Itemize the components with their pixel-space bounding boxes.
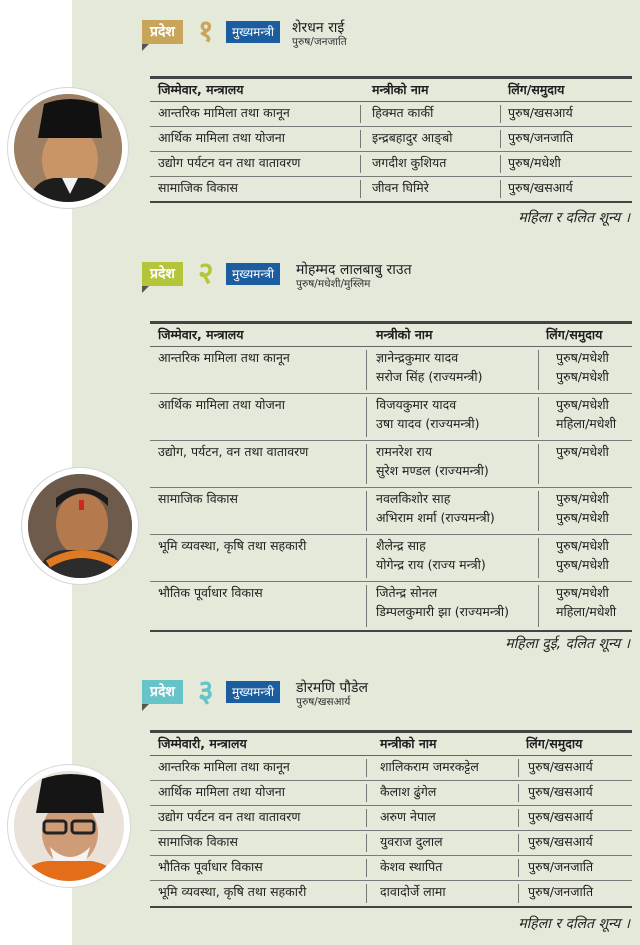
chief-minister-portrait	[8, 765, 130, 887]
table-row	[150, 806, 632, 831]
province-3-table	[150, 730, 632, 908]
minister-cell: हिक्मत कार्की	[372, 105, 434, 120]
minister-cell: जितेन्द्र सोनल	[376, 585, 438, 600]
gender-cell: पुरुष/मधेशी	[556, 510, 609, 525]
minister-cell: उषा यादव (राज्यमन्त्री)	[376, 416, 480, 431]
gender-cell: पुरुष/मधेशी	[556, 557, 609, 572]
minister-cell: इन्द्रबहादुर आङ्बो	[372, 130, 453, 145]
gender-cell: पुरुष/मधेशी	[556, 369, 609, 384]
gender-cell: महिला/मधेशी	[556, 604, 617, 619]
table-row	[150, 856, 632, 881]
minister-cell: रामनरेश राय	[376, 444, 432, 459]
ministry-cell: आर्थिक मामिला तथा योजना	[158, 397, 285, 412]
province-label: प्रदेश	[142, 680, 183, 704]
ministry-cell: आन्तरिक मामिला तथा कानून	[158, 759, 290, 774]
minister-cell: जगदीश कुशियत	[372, 155, 447, 170]
gender-cell: पुरुष/मधेशी	[508, 155, 561, 170]
table-row	[150, 152, 632, 177]
header-ministry: जिम्मेवार, मन्त्रालय	[158, 82, 244, 97]
table-header	[150, 730, 632, 756]
ministry-cell: भूमि व्यवस्था, कृषि तथा सहकारी	[158, 884, 307, 899]
table-row	[150, 347, 632, 394]
table-header	[150, 76, 632, 102]
gender-cell: पुरुष/खसआर्य	[528, 809, 593, 824]
minister-cell: अभिराम शर्मा (राज्यमन्त्री)	[376, 510, 495, 525]
gender-cell: पुरुष/खसआर्य	[528, 834, 593, 849]
minister-cell: जीवन घिमिरे	[372, 180, 429, 195]
minister-cell: योगेन्द्र राय (राज्य मन्त्री)	[376, 557, 486, 572]
chief-minister-category: पुरुष/मधेशी/मुस्लिम	[296, 278, 371, 290]
minister-cell: कैलाश ढुंगेल	[380, 784, 437, 799]
minister-cell: दावादोर्जे लामा	[380, 884, 446, 899]
minister-cell: ज्ञानेन्द्रकुमार यादव	[376, 350, 459, 365]
gender-cell: पुरुष/मधेशी	[556, 444, 609, 459]
province-2-table	[150, 321, 632, 632]
minister-cell: डिम्पलकुमारी झा (राज्यमन्त्री)	[376, 604, 509, 619]
table-row	[150, 441, 632, 488]
header-gender-community: लिंग/समुदाय	[508, 82, 565, 97]
portrait-image	[28, 474, 132, 578]
table-row	[150, 582, 632, 632]
table-row	[150, 781, 632, 806]
table-row	[150, 127, 632, 152]
table-row	[150, 102, 632, 127]
gender-cell: पुरुष/जनजाति	[528, 884, 594, 899]
table-row	[150, 488, 632, 535]
chief-minister-name: शेरधन राई	[292, 20, 345, 36]
table-row	[150, 535, 632, 582]
minister-cell: शालिकराम जमरकट्टेल	[380, 759, 479, 774]
table-row	[150, 756, 632, 781]
portrait-image	[14, 94, 122, 202]
minister-cell: केशव स्थापित	[380, 859, 443, 874]
table-row	[150, 881, 632, 908]
chief-minister-name: डोरमणि पौडेल	[296, 680, 368, 696]
gender-cell: पुरुष/जनजाति	[528, 859, 594, 874]
ministry-cell: उद्योग, पर्यटन, वन तथा वातावरण	[158, 444, 309, 459]
ministry-cell: आर्थिक मामिला तथा योजना	[158, 784, 285, 799]
ministry-cell: भूमि व्यवस्था, कृषि तथा सहकारी	[158, 538, 307, 553]
minister-cell: सुरेश मण्डल (राज्यमन्त्री)	[376, 463, 489, 478]
province-label: प्रदेश	[142, 20, 183, 44]
chief-minister-name: मोहम्मद लालबाबु राउत	[296, 262, 412, 278]
province-number: २	[198, 256, 214, 291]
gender-cell: पुरुष/जनजाति	[508, 130, 574, 145]
gender-cell: पुरुष/खसआर्य	[528, 784, 593, 799]
header-ministry: जिम्मेवारी, मन्त्रालय	[158, 736, 247, 751]
header-minister-name: मन्त्रीको नाम	[372, 82, 429, 97]
header-minister-name: मन्त्रीको नाम	[376, 327, 433, 342]
header-ministry: जिम्मेवार, मन्त्रालय	[158, 327, 244, 342]
minister-cell: नवलकिशोर साह	[376, 491, 451, 506]
chief-minister-category: पुरुष/खसआर्य	[296, 696, 351, 708]
table-header	[150, 321, 632, 347]
chief-minister-badge: मुख्यमन्त्री	[226, 263, 280, 285]
gender-cell: पुरुष/खसआर्य	[508, 105, 573, 120]
ministry-cell: भौतिक पूर्वाधार विकास	[158, 859, 263, 874]
ministry-cell: सामाजिक विकास	[158, 834, 238, 849]
minister-cell: अरुण नेपाल	[380, 809, 436, 824]
representation-note: महिला दुई, दलित शून्य ।	[505, 636, 630, 652]
ministry-cell: आन्तरिक मामिला तथा कानून	[158, 350, 290, 365]
header-minister-name: मन्त्रीको नाम	[380, 736, 437, 751]
chief-minister-category: पुरुष/जनजाति	[292, 36, 347, 48]
province-label: प्रदेश	[142, 262, 183, 286]
gender-cell: पुरुष/खसआर्य	[508, 180, 573, 195]
province-number: १	[198, 14, 214, 49]
ministry-cell: उद्योग पर्यटन वन तथा वातावरण	[158, 155, 301, 170]
table-row	[150, 831, 632, 856]
gender-cell: पुरुष/मधेशी	[556, 350, 609, 365]
representation-note: महिला र दलित शून्य ।	[518, 210, 630, 226]
representation-note: महिला र दलित शून्य ।	[518, 916, 630, 932]
ministry-cell: आन्तरिक मामिला तथा कानून	[158, 105, 290, 120]
gender-cell: पुरुष/मधेशी	[556, 397, 609, 412]
chief-minister-portrait	[8, 88, 128, 208]
header-gender-community: लिंग/समुदाय	[526, 736, 583, 751]
gender-cell: पुरुष/खसआर्य	[528, 759, 593, 774]
province-number: ३	[198, 674, 214, 709]
table-row	[150, 394, 632, 441]
minister-cell: युवराज दुलाल	[380, 834, 443, 849]
chief-minister-badge: मुख्यमन्त्री	[226, 681, 280, 703]
minister-cell: सरोज सिंह (राज्यमन्त्री)	[376, 369, 483, 384]
ministry-cell: भौतिक पूर्वाधार विकास	[158, 585, 263, 600]
minister-cell: विजयकुमार यादव	[376, 397, 457, 412]
gender-cell: पुरुष/मधेशी	[556, 491, 609, 506]
gender-cell: पुरुष/मधेशी	[556, 538, 609, 553]
minister-cell: शैलेन्द्र साह	[376, 538, 426, 553]
ministry-cell: उद्योग पर्यटन वन तथा वातावरण	[158, 809, 301, 824]
gender-cell: पुरुष/मधेशी	[556, 585, 609, 600]
chief-minister-portrait	[22, 468, 138, 584]
portrait-image	[14, 771, 124, 881]
gender-cell: महिला/मधेशी	[556, 416, 617, 431]
table-row	[150, 177, 632, 203]
province-1-table	[150, 76, 632, 203]
ministry-cell: सामाजिक विकास	[158, 180, 238, 195]
header-gender-community: लिंग/समुदाय	[546, 327, 603, 342]
chief-minister-badge: मुख्यमन्त्री	[226, 21, 280, 43]
ministry-cell: आर्थिक मामिला तथा योजना	[158, 130, 285, 145]
ministry-cell: सामाजिक विकास	[158, 491, 238, 506]
